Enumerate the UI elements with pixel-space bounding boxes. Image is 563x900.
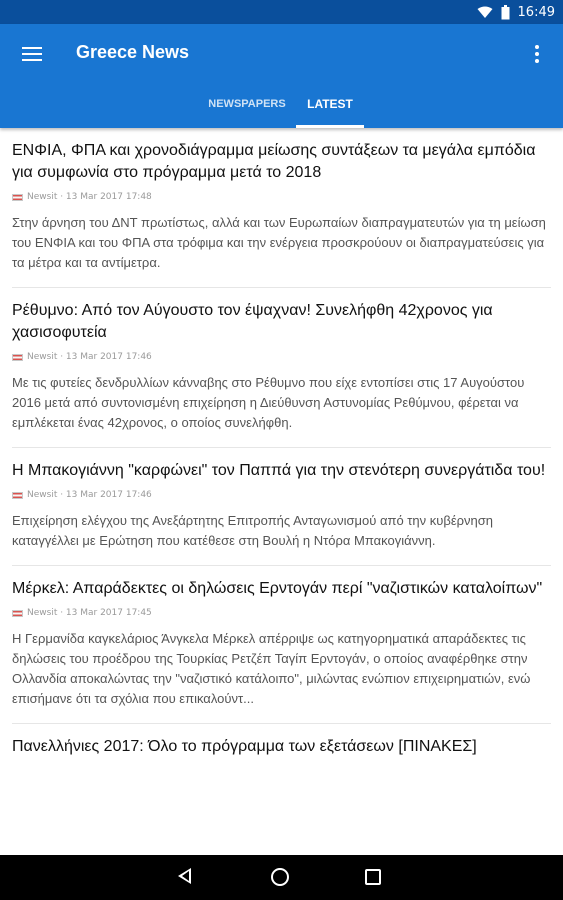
flag-icon <box>12 194 23 201</box>
article-summary: Στην άρνηση του ΔΝΤ πρωτίστως, αλλά και των Ευρωπαίων διαπραγματευτών για τη μείωση του ΕΝΦΙΑ και του ΦΠΑ στα τρόφιμα και την ενέργεια προσκρούουν οι διαπραγματεύσεις για τα μέτρα και τα αντίμετρα. <box>12 215 546 270</box>
article-meta <box>12 351 551 363</box>
app-bar <box>0 24 563 128</box>
status-bar <box>0 0 563 24</box>
flag-icon <box>12 492 23 499</box>
back-icon[interactable] <box>178 868 191 884</box>
article-item[interactable] <box>12 566 551 724</box>
article-summary: Επιχείρηση ελέγχου της Ανεξάρτητης Επιτροπής Ανταγωνισμού από την κυβέρνηση καταγγέλλει με Ερώτηση που κατέθεσε στη Βουλή η Ντόρα Μπακογιάννη. <box>12 513 494 548</box>
menu-icon[interactable] <box>22 44 46 64</box>
flag-icon <box>12 610 23 617</box>
article-item[interactable] <box>12 128 551 288</box>
tab-newspapers[interactable]: NEWSPAPERS <box>208 98 286 110</box>
article-item[interactable] <box>12 724 551 772</box>
article-headline: Ρέθυμνο: Από τον Αύγουστο τον έψαχναν! Συνελήφθη 42χρονος για χασισοφυτεία <box>12 302 493 341</box>
article-source-date: Newsit · 13 Mar 2017 17:46 <box>27 352 152 362</box>
article-summary: Η Γερμανίδα καγκελάριος Άνγκελα Μέρκελ απέρριψε ως κατηγορηματικά απαράδεκτες τις δηλώσεις του προέδρου της Τουρκίας Ρετζέπ Ταγίπ Ερντογάν, ο οποίος αναφέρθηκε στην Ολλανδία αποκαλώντας την "ναζιστικό κατάλοιπο", μιλώντας ενώπιον επιχειρηματιών, ενώ επισήμανε ότι τα σχόλια που επικαλούντ... <box>12 631 531 706</box>
article-source-date: Newsit · 13 Mar 2017 17:46 <box>27 490 152 500</box>
navigation-bar <box>0 855 563 900</box>
article-headline: Η Μπακογιάννη "καρφώνει" τον Παππά για την στενότερη συνεργάτιδα του! <box>12 462 546 479</box>
article-headline: Πανελλήνιες 2017: Όλο το πρόγραμμα των εξετάσεων [ΠΙΝΑΚΕΣ] <box>12 738 477 755</box>
article-meta <box>12 191 551 203</box>
tab-latest[interactable]: LATEST <box>307 97 353 111</box>
article-source-date: Newsit · 13 Mar 2017 17:45 <box>27 608 152 618</box>
overflow-icon[interactable] <box>533 44 541 66</box>
wifi-icon <box>477 6 493 19</box>
status-time: 16:49 <box>517 4 555 20</box>
tab-bar <box>0 80 563 128</box>
status-icons <box>477 0 555 24</box>
article-meta <box>12 607 551 619</box>
article-headline: Μέρκελ: Απαράδεκτες οι δηλώσεις Ερντογάν περί "ναζιστικών καταλοίπων" <box>12 580 543 597</box>
article-summary: Με τις φυτείες δενδρυλλίων κάνναβης στο Ρέθυμνο που είχε εντοπίσει στις 17 Αυγούστου 2016 μετά από συντονισμένη επιχείρηση η Διεύθυνση Αστυνομίας Ρεθύμνου, φέρεται να εμπλέκεται ένας 42χρονος, ο οποίος συνελήφθη. <box>12 375 525 430</box>
article-item[interactable] <box>12 448 551 566</box>
flag-icon <box>12 354 23 361</box>
article-list[interactable] <box>0 128 563 855</box>
battery-icon <box>501 5 510 20</box>
home-icon[interactable] <box>271 868 289 886</box>
recents-icon[interactable] <box>365 869 381 885</box>
article-headline: ΕΝΦΙΑ, ΦΠΑ και χρονοδιάγραμμα μείωσης συντάξεων τα μεγάλα εμπόδια για συμφωνία στο πρόγραμμα μετά το 2018 <box>12 142 536 181</box>
article-source-date: Newsit · 13 Mar 2017 17:48 <box>27 192 152 202</box>
app-title: Greece News <box>76 42 190 62</box>
article-item[interactable] <box>12 288 551 448</box>
article-meta <box>12 489 551 501</box>
